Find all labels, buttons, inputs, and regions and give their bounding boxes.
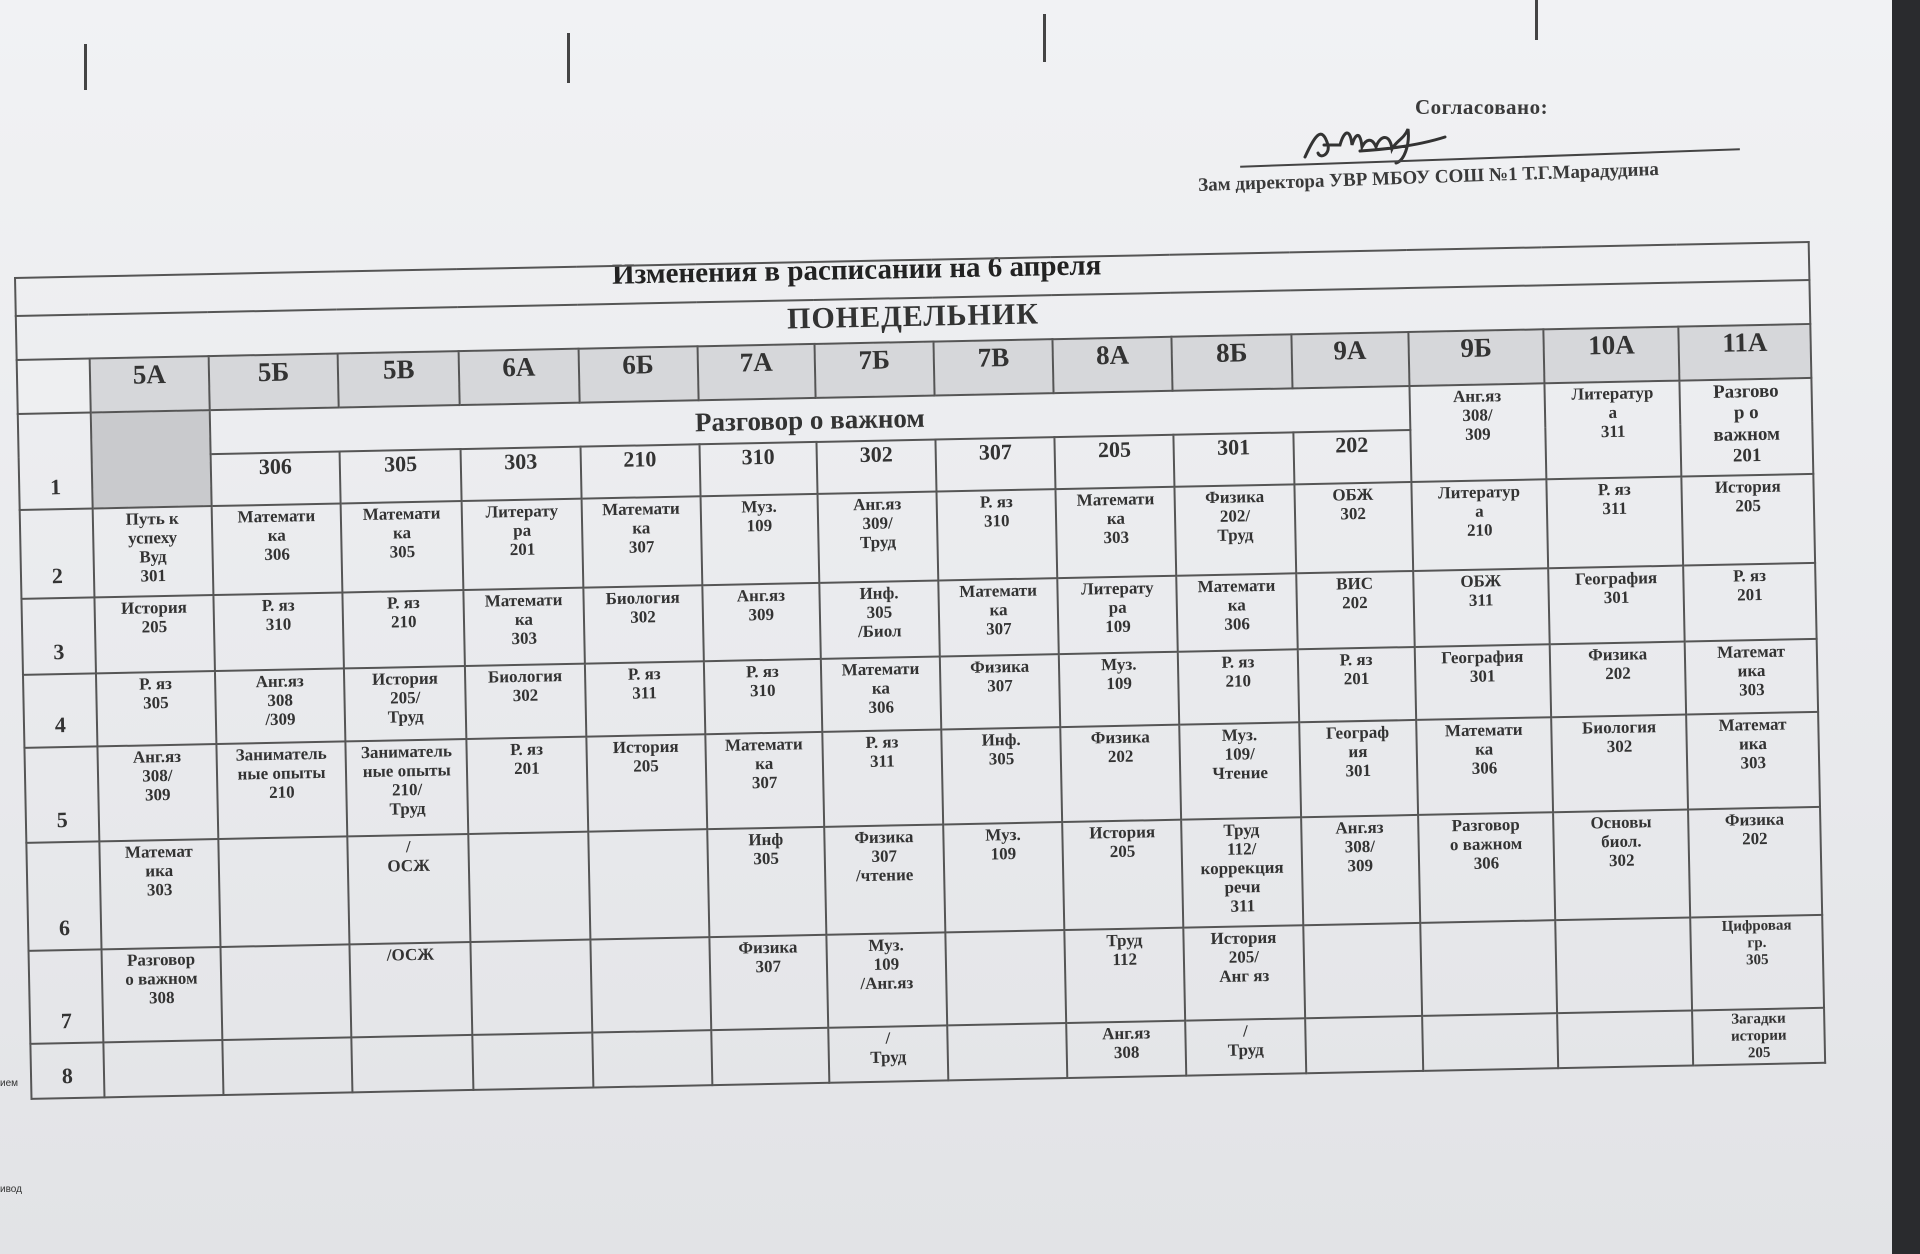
class-header: 9А (1291, 332, 1409, 388)
room-cell: 310 (699, 442, 817, 496)
room-cell: 303 (461, 447, 581, 501)
schedule-cell (220, 944, 351, 1040)
schedule-cell: Труд 112 (1065, 928, 1186, 1023)
schedule-cell (1422, 1013, 1558, 1071)
class-header: 6А (459, 349, 579, 405)
schedule-cell: География 301 (1548, 566, 1685, 645)
class-header: 8А (1053, 337, 1173, 393)
approval-label: Согласовано: (1415, 95, 1549, 119)
signer-title: Зам директора УВР МБОУ СОШ №1 Т.Г.Марадудина (1197, 158, 1660, 197)
schedule-cell: История 205/ Труд (344, 666, 467, 741)
schedule-cell: Муз. 109 (1059, 652, 1180, 727)
schedule-cell (588, 829, 709, 939)
schedule-cell: Р. яз 201 (1297, 647, 1416, 722)
schedule-cell: Р. яз 310 (937, 489, 1058, 580)
schedule-cell: Анг.яз 308 /309 (215, 668, 346, 744)
schedule-cell: Литератур а 311 (1545, 381, 1682, 480)
schedule-cell: Физика 202/ Труд (1175, 484, 1296, 575)
lesson-number: 4 (23, 673, 97, 747)
schedule-cell (947, 1023, 1067, 1080)
lesson-number: 1 (18, 412, 93, 509)
schedule-cell: Математи ка 305 (341, 501, 464, 592)
common-lesson: Разговор о важном (210, 386, 1410, 454)
schedule-cell: Математи ка 303 (1056, 487, 1177, 578)
room-cell: 301 (1174, 432, 1294, 486)
schedule-cell: История 205/ Анг яз (1184, 925, 1305, 1020)
schedule-cell: Основы биол. 302 (1553, 810, 1690, 921)
schedule-cell: Биология 302 (465, 664, 586, 739)
schedule-cell: Р. яз 310 (213, 592, 344, 671)
schedule-cell: Физика 307 (709, 935, 828, 1030)
room-cell: 307 (935, 437, 1055, 491)
lesson-rows (20, 474, 1825, 1099)
page-title: Изменения в расписании на 6 апреля (611, 249, 1102, 291)
day-header: ПОНЕДЕЛЬНИК (16, 280, 1811, 360)
schedule-cell: Математ ика 303 (99, 839, 220, 949)
class-header: 11А (1679, 324, 1812, 381)
schedule-cell: Труд 112/ коррекция речи 311 (1182, 817, 1303, 927)
schedule-cell (1420, 920, 1557, 1016)
schedule-cell: Р. яз 201 (467, 737, 588, 834)
schedule-cell: История 205 (1682, 474, 1815, 566)
schedule-cell: Разговор о важном 308 (101, 947, 222, 1042)
class-header: 5В (338, 351, 460, 407)
schedule-cell: Биология 302 (583, 585, 704, 663)
class-header: 6Б (578, 346, 698, 402)
schedule-cell: Р. яз 310 (704, 659, 823, 734)
schedule-cell (218, 836, 349, 947)
schedule-cell: Физика 307 (940, 654, 1061, 729)
schedule-cell: Физика 202 (1060, 725, 1181, 822)
class-header: 7В (934, 339, 1054, 395)
schedule-cell: / ОСЖ (347, 834, 470, 944)
punch-mark (84, 44, 87, 90)
schedule-cell (590, 937, 711, 1032)
schedule-cell: Путь к успеху Вуд 301 (92, 506, 213, 597)
schedule-cell: Р. яз 210 (1178, 649, 1299, 724)
class-header: 7Б (814, 342, 934, 398)
schedule-cell: Географ ия 301 (1299, 720, 1418, 817)
approval-block (1180, 95, 1780, 195)
schedule-cell (945, 930, 1066, 1025)
schedule-cell: / Труд (828, 1025, 948, 1082)
schedule-cell: Р. яз 311 (822, 729, 943, 826)
schedule-cell: Математ ика 303 (1687, 712, 1820, 810)
punch-mark (567, 33, 570, 83)
schedule-cell: Анг.яз 309 (702, 583, 821, 661)
schedule-cell: Р. яз 311 (584, 661, 705, 736)
class-header: 5А (89, 356, 209, 412)
schedule-cell: Математи ка 307 (705, 732, 824, 829)
room-cell: 305 (340, 449, 462, 503)
schedule-cell (471, 940, 592, 1035)
room-cell: 205 (1055, 435, 1175, 489)
schedule-cell: История 205 (94, 595, 215, 673)
schedule-cell: Анг.яз 308/ 309 (1301, 815, 1420, 925)
schedule-cell: История 205 (1062, 820, 1183, 930)
class-header: 7А (697, 344, 815, 400)
schedule-cell (469, 832, 590, 942)
schedule-cell: Муз. 109 (700, 494, 819, 585)
schedule-cell: Р. яз 210 (343, 590, 466, 668)
edge-note: иeм (0, 1078, 19, 1089)
schedule-table-wrap (14, 241, 1826, 1100)
schedule-cell: ОБЖ 302 (1294, 482, 1413, 573)
schedule-cell (352, 1035, 474, 1092)
lesson-number: 7 (29, 949, 104, 1043)
schedule-cell: Математ ика 303 (1685, 639, 1818, 715)
schedule-cell (1555, 917, 1692, 1013)
shaded-cell (90, 410, 211, 508)
schedule-cell: Математи ка 306 (212, 503, 343, 595)
schedule-cell: Математи ка 307 (581, 496, 702, 587)
schedule-cell: Разговор о важном 306 (1418, 812, 1555, 923)
class-header: 5Б (209, 354, 339, 411)
schedule-cell: ОБЖ 311 (1413, 568, 1550, 647)
schedule-cell: / Труд (1186, 1018, 1306, 1075)
punch-mark (1043, 14, 1046, 62)
edge-note: ивод (0, 1184, 22, 1195)
schedule-cell (1303, 923, 1422, 1018)
schedule-cell: Инф. 305 (941, 727, 1062, 824)
schedule-cell: Анг.яз 308/ 309 (1409, 383, 1546, 482)
schedule-cell (1557, 1010, 1693, 1068)
room-cell: 210 (580, 444, 700, 498)
schedule-cell: Анг.яз 308 (1066, 1021, 1186, 1078)
schedule-cell: Загадки истории 205 (1692, 1008, 1825, 1066)
schedule-cell: Муз. 109 /Анг.яз (826, 932, 947, 1027)
schedule-cell: Физика 307 /чтение (824, 824, 945, 934)
schedule-cell: География 301 (1414, 644, 1551, 720)
schedule-cell: Литерату ра 109 (1057, 576, 1178, 654)
schedule-cell: Анг.яз 309/ Труд (817, 492, 938, 583)
schedule-cell: Заниматель ные опыты 210 (216, 741, 347, 839)
corner-cell (17, 359, 91, 414)
schedule-cell: Р. яз 201 (1684, 563, 1817, 642)
lesson-number: 2 (20, 508, 94, 598)
schedule-cell: Физика 202 (1550, 642, 1687, 718)
schedule-cell: Заниматель ные опыты 210/ Труд (346, 739, 469, 836)
schedule-cell: Анг.яз 308/ 309 (97, 744, 218, 841)
schedule-cell: Р. яз 311 (1546, 477, 1683, 569)
schedule-table (14, 241, 1826, 1100)
schedule-cell: Математи ка 307 (938, 578, 1059, 656)
schedule-cell: Разгово р о важном 201 (1680, 378, 1813, 477)
lesson-number: 6 (26, 841, 101, 950)
schedule-cell: Математи ка 306 (1416, 717, 1553, 815)
class-header: 8Б (1172, 334, 1292, 390)
punch-mark (1535, 0, 1538, 40)
schedule-cell: Муз. 109 (943, 822, 1064, 932)
schedule-cell: Инф. 305 /Биол (819, 581, 940, 659)
schedule-cell: Литерату ра 201 (462, 499, 583, 590)
schedule-cell (1305, 1016, 1423, 1073)
schedule-cell (103, 1040, 223, 1097)
schedule-cell: /ОСЖ (350, 942, 473, 1037)
schedule-cell (711, 1028, 829, 1085)
schedule-cell: Биология 302 (1551, 715, 1688, 813)
room-cell: 202 (1293, 430, 1411, 484)
class-header: 9Б (1408, 329, 1544, 386)
schedule-cell (473, 1033, 593, 1090)
schedule-cell: Математи ка 306 (1177, 573, 1298, 651)
class-header: 10А (1543, 327, 1679, 384)
schedule-cell: Математи ка 306 (821, 656, 942, 731)
schedule-cell: Инф 305 (707, 827, 826, 937)
schedule-cell (592, 1030, 712, 1087)
schedule-cell: Р. яз 305 (96, 671, 217, 746)
lesson-number: 8 (30, 1042, 104, 1098)
room-cell: 302 (816, 440, 936, 494)
schedule-cell: Математи ка 303 (464, 588, 585, 666)
schedule-cell: Цифровая гр. 305 (1691, 915, 1824, 1011)
lesson-number: 3 (21, 597, 95, 674)
room-cell: 306 (210, 451, 340, 506)
schedule-cell: Муз. 109/ Чтение (1180, 722, 1301, 819)
schedule-cell: ВИС 202 (1296, 571, 1415, 649)
schedule-cell: История 205 (586, 734, 707, 831)
schedule-cell (222, 1037, 352, 1095)
schedule-cell: Физика 202 (1688, 807, 1822, 918)
lesson-number: 5 (24, 746, 99, 842)
schedule-cell: Литератур а 210 (1411, 479, 1548, 571)
